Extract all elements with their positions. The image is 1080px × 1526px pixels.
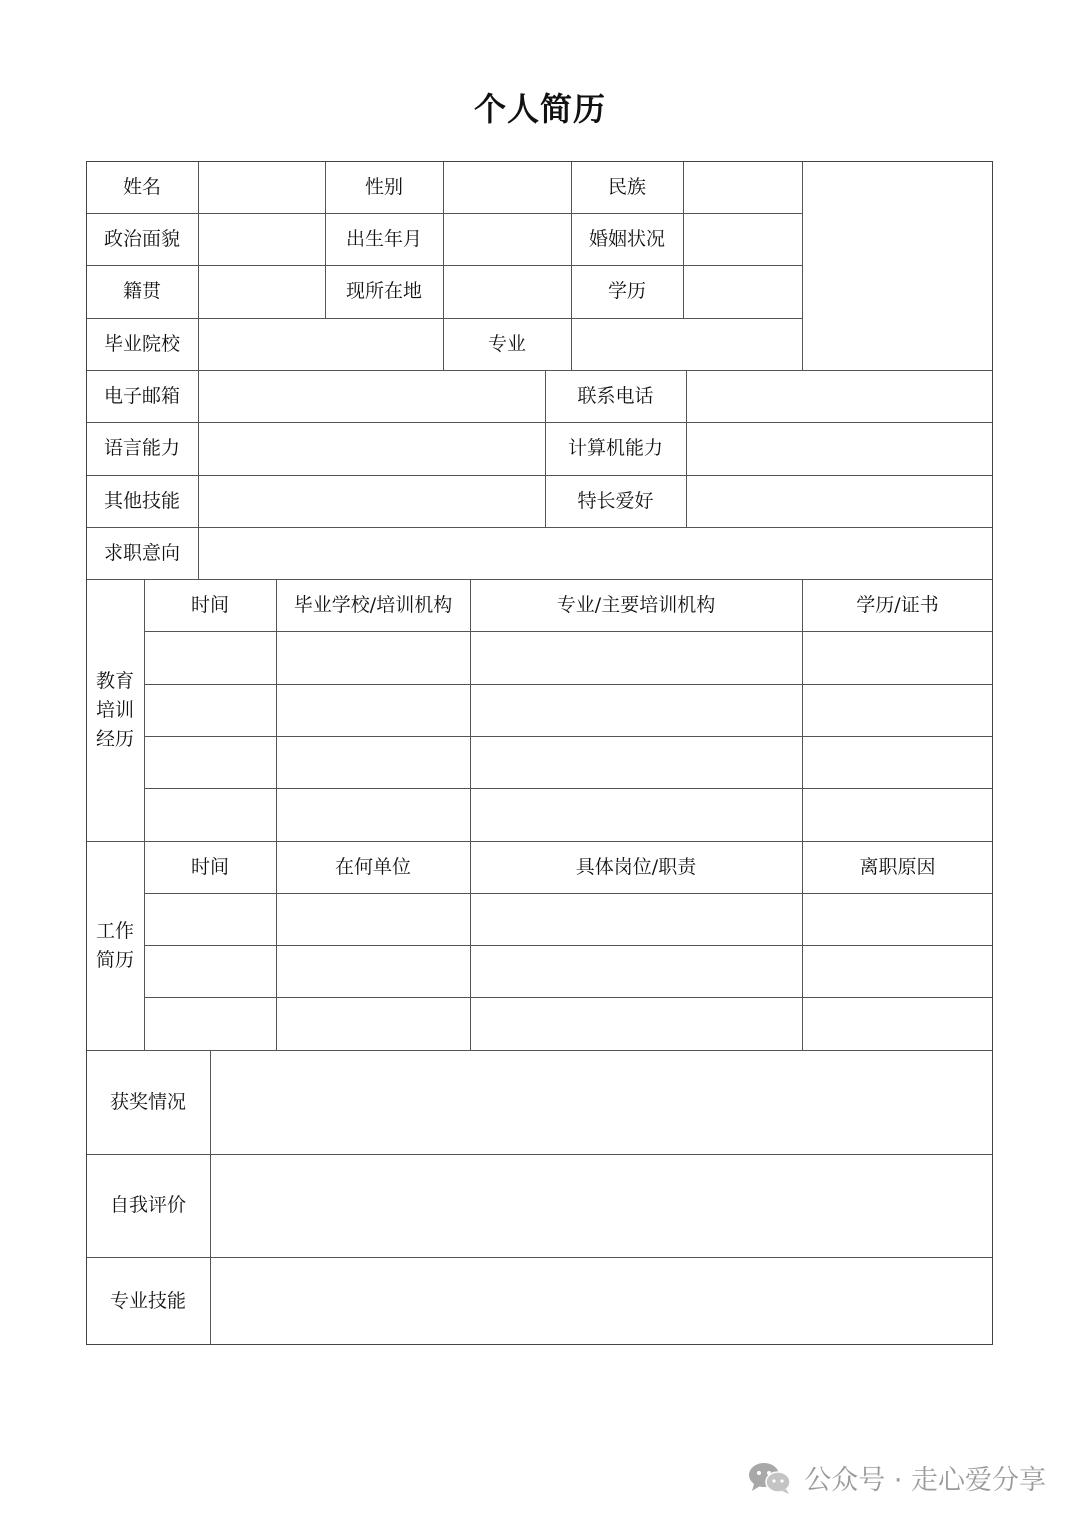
input-language[interactable] [198, 422, 545, 475]
work-section-label [86, 841, 144, 1050]
input-professional-skills[interactable] [210, 1257, 993, 1345]
label-other-skills: 其他技能 [103, 489, 180, 512]
education-header-certificate: 学历/证书 [856, 593, 939, 616]
grid-line [686, 370, 687, 527]
grid-line [86, 1050, 993, 1051]
grid-line [571, 161, 572, 370]
label-current-location: 现所在地 [345, 280, 422, 302]
label-computer: 计算机能力 [567, 437, 663, 459]
label-hobbies: 特长爱好 [577, 489, 654, 512]
input-education-level[interactable] [683, 265, 802, 318]
page-title: 个人简历 [473, 90, 606, 128]
grid-line [802, 161, 803, 370]
grid-line [443, 161, 444, 370]
input-current-location[interactable] [443, 265, 571, 318]
work-header-company: 在何单位 [334, 855, 411, 878]
grid-line [545, 370, 546, 527]
watermark-text: 公众号 · 走心爱分享 [804, 1465, 1046, 1496]
input-email[interactable] [198, 370, 545, 422]
input-phone[interactable] [686, 370, 993, 422]
input-native-place[interactable] [198, 265, 325, 318]
grid-line [86, 579, 993, 580]
education-header-major: 专业/主要培训机构 [556, 593, 716, 616]
work-header-position: 具体岗位/职责 [575, 855, 697, 878]
input-awards[interactable] [210, 1050, 993, 1154]
grid-line [86, 318, 802, 319]
input-gender[interactable] [443, 161, 571, 213]
input-other-skills[interactable] [198, 475, 545, 527]
label-name: 姓名 [122, 175, 161, 198]
grid-line [144, 579, 145, 1050]
input-political-status[interactable] [198, 213, 325, 265]
grid-line [86, 841, 993, 842]
label-ethnicity: 民族 [607, 175, 646, 198]
label-major: 专业 [487, 332, 526, 355]
label-language: 语言能力 [103, 437, 180, 459]
grid-line [683, 161, 684, 318]
label-gender: 性别 [364, 175, 403, 198]
input-self-evaluation[interactable] [210, 1154, 993, 1257]
work-label-line: 简历 [95, 948, 134, 971]
grid-line [470, 579, 471, 1050]
grid-line [276, 579, 277, 1050]
label-native-place: 籍贯 [122, 280, 161, 302]
grid-line [198, 370, 199, 579]
education-header-school: 毕业学校/培训机构 [293, 593, 453, 616]
grid-line [86, 422, 993, 423]
education-section-label [86, 579, 144, 841]
input-computer[interactable] [686, 422, 993, 475]
label-education-level: 学历 [607, 280, 646, 302]
grid-line [198, 161, 199, 318]
label-graduated-school: 毕业院校 [103, 332, 180, 355]
education-label-line: 教育 [95, 669, 134, 692]
education-header-time: 时间 [190, 593, 229, 616]
grid-line [144, 684, 993, 685]
input-marital-status[interactable] [683, 213, 802, 265]
education-label-line: 培训 [95, 698, 134, 721]
label-marital-status: 婚姻状况 [588, 227, 665, 250]
label-phone: 联系电话 [577, 384, 654, 407]
grid-line [86, 370, 993, 371]
grid-line [144, 788, 993, 789]
work-header-leave-reason: 离职原因 [859, 855, 936, 878]
grid-line [198, 318, 199, 370]
grid-line [144, 736, 993, 737]
grid-line [210, 1050, 211, 1345]
grid-line [325, 161, 326, 318]
label-birth-date: 出生年月 [345, 227, 422, 250]
input-birth-date[interactable] [443, 213, 571, 265]
resume-table [86, 161, 993, 1345]
label-email: 电子邮箱 [103, 384, 180, 407]
work-header-time: 时间 [190, 855, 229, 878]
grid-line [86, 1257, 993, 1258]
education-label-line: 经历 [95, 727, 134, 750]
label-professional-skills: 专业技能 [109, 1289, 186, 1312]
wechat-icon [748, 1461, 792, 1495]
label-job-intention: 求职意向 [103, 541, 180, 564]
watermark [748, 1458, 1046, 1497]
input-major[interactable] [571, 318, 802, 370]
grid-line [144, 997, 993, 998]
grid-line [86, 475, 993, 476]
work-label-line: 工作 [95, 919, 134, 942]
grid-line [144, 893, 993, 894]
grid-line [86, 265, 802, 266]
input-job-intention[interactable] [198, 527, 993, 579]
grid-line [86, 527, 993, 528]
label-self-evaluation: 自我评价 [109, 1194, 186, 1216]
input-graduated-school[interactable] [198, 318, 443, 370]
photo-box[interactable] [802, 161, 993, 370]
grid-line [144, 631, 993, 632]
input-hobbies[interactable] [686, 475, 993, 527]
grid-line [802, 579, 803, 1050]
label-political-status: 政治面貌 [103, 227, 180, 250]
grid-line [144, 945, 993, 946]
grid-line [86, 213, 802, 214]
input-name[interactable] [198, 161, 325, 213]
input-ethnicity[interactable] [683, 161, 802, 213]
label-awards: 获奖情况 [109, 1090, 186, 1113]
grid-line [86, 1154, 993, 1155]
